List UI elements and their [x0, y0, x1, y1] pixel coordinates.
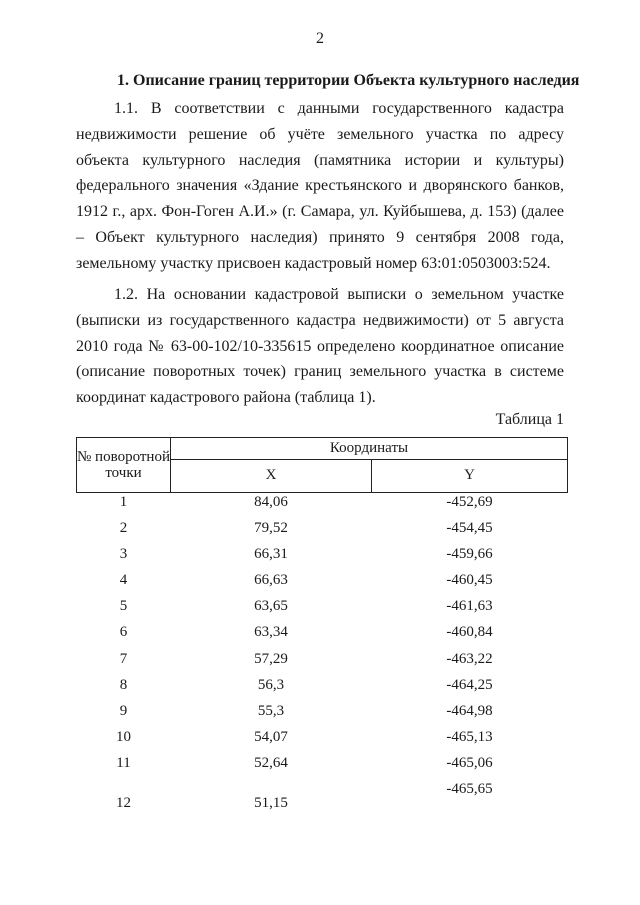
table-row: [77, 623, 568, 649]
table-row: [77, 650, 568, 676]
paragraph-1-2: 1.2. На основании кадастровой выписки о земельном участке (выписки из государственного кадастра недвижимости) от 5 августа 2010 года № 63-00-102/10-335615 определено координатное описание (описание поворотных точек) границ земельного участка в системе координат кадастрового района (таблица 1).: [76, 286, 564, 407]
cell-y: -465,65: [446, 781, 493, 798]
cell-x: 57,29: [254, 650, 288, 667]
cell-point-number: 9: [119, 702, 128, 719]
page-number: 2: [316, 30, 324, 47]
cell-y: -459,66: [446, 546, 493, 563]
cell-y: -465,06: [446, 754, 493, 771]
cell-x: 54,07: [254, 728, 288, 745]
table-row: [77, 493, 568, 520]
table-row: [77, 571, 568, 597]
cell-y: -464,25: [446, 676, 493, 693]
cell-x: 52,64: [254, 754, 288, 771]
cell-y: -461,63: [446, 598, 493, 615]
cell-y: -463,22: [446, 650, 493, 667]
cell-point-number: 3: [119, 546, 128, 563]
cell-x: 63,34: [254, 624, 288, 641]
cell-x: 66,31: [254, 546, 288, 563]
table-row: [77, 728, 568, 754]
table-body: [77, 493, 568, 827]
table-row: [77, 754, 568, 780]
cell-y: -454,45: [446, 520, 493, 537]
table-row: [77, 597, 568, 623]
cell-x: 63,65: [254, 598, 288, 615]
cell-point-number: 11: [116, 754, 131, 771]
table-caption: Таблица 1: [495, 411, 564, 428]
paragraph-1-1: 1.1. В соответствии с данными государственного кадастра недвижимости решение об учёте земельного участка по адресу объекта культурного наследия (памятника истории и культуры) федерального значения «Здание крестьянского и дворянского банков, 1912 г., арх. Фон-Гоген А.И.» (г. Самара, ул. Куйбышева, д. 153) (далее – Объект культурного наследия) принято 9 сентября 2008 года, земельному участку присвоен кадастровый номер 63:01:0503003:524.: [76, 100, 564, 272]
coordinates-table: [76, 437, 568, 826]
cell-point-number: 8: [119, 676, 128, 693]
cell-x: 56,3: [257, 676, 285, 693]
cell-point-number: 10: [116, 728, 131, 745]
cell-y: -465,13: [446, 728, 493, 745]
cell-y: -460,84: [446, 624, 493, 641]
cell-point-number: 5: [119, 598, 128, 615]
cell-point-number: 2: [119, 520, 128, 537]
table-row: [77, 702, 568, 728]
header-x: X: [171, 459, 372, 492]
cell-point-number: 4: [119, 572, 128, 589]
cell-point-number: 7: [119, 650, 128, 667]
section-heading: 1. Описание границ территории Объекта культурного наследия: [117, 72, 580, 89]
table-row: [77, 780, 568, 826]
cell-x: 55,3: [257, 702, 285, 719]
cell-point-number: 1: [119, 494, 128, 510]
table-row: [77, 519, 568, 545]
cell-x: 66,63: [254, 572, 288, 589]
header-point-number: № поворотной точки: [77, 438, 171, 493]
cell-point-number: 12: [116, 795, 131, 812]
table-row: [77, 545, 568, 571]
cell-x: 84,06: [254, 494, 288, 510]
cell-y: -464,98: [446, 702, 493, 719]
cell-x: 51,15: [254, 795, 288, 812]
header-coordinates: Координаты: [171, 438, 568, 460]
cell-y: -452,69: [446, 494, 493, 510]
cell-y: -460,45: [446, 572, 493, 589]
cell-x: 79,52: [254, 520, 288, 537]
table-row: [77, 676, 568, 702]
header-y: Y: [372, 459, 568, 492]
cell-point-number: 6: [119, 624, 128, 641]
